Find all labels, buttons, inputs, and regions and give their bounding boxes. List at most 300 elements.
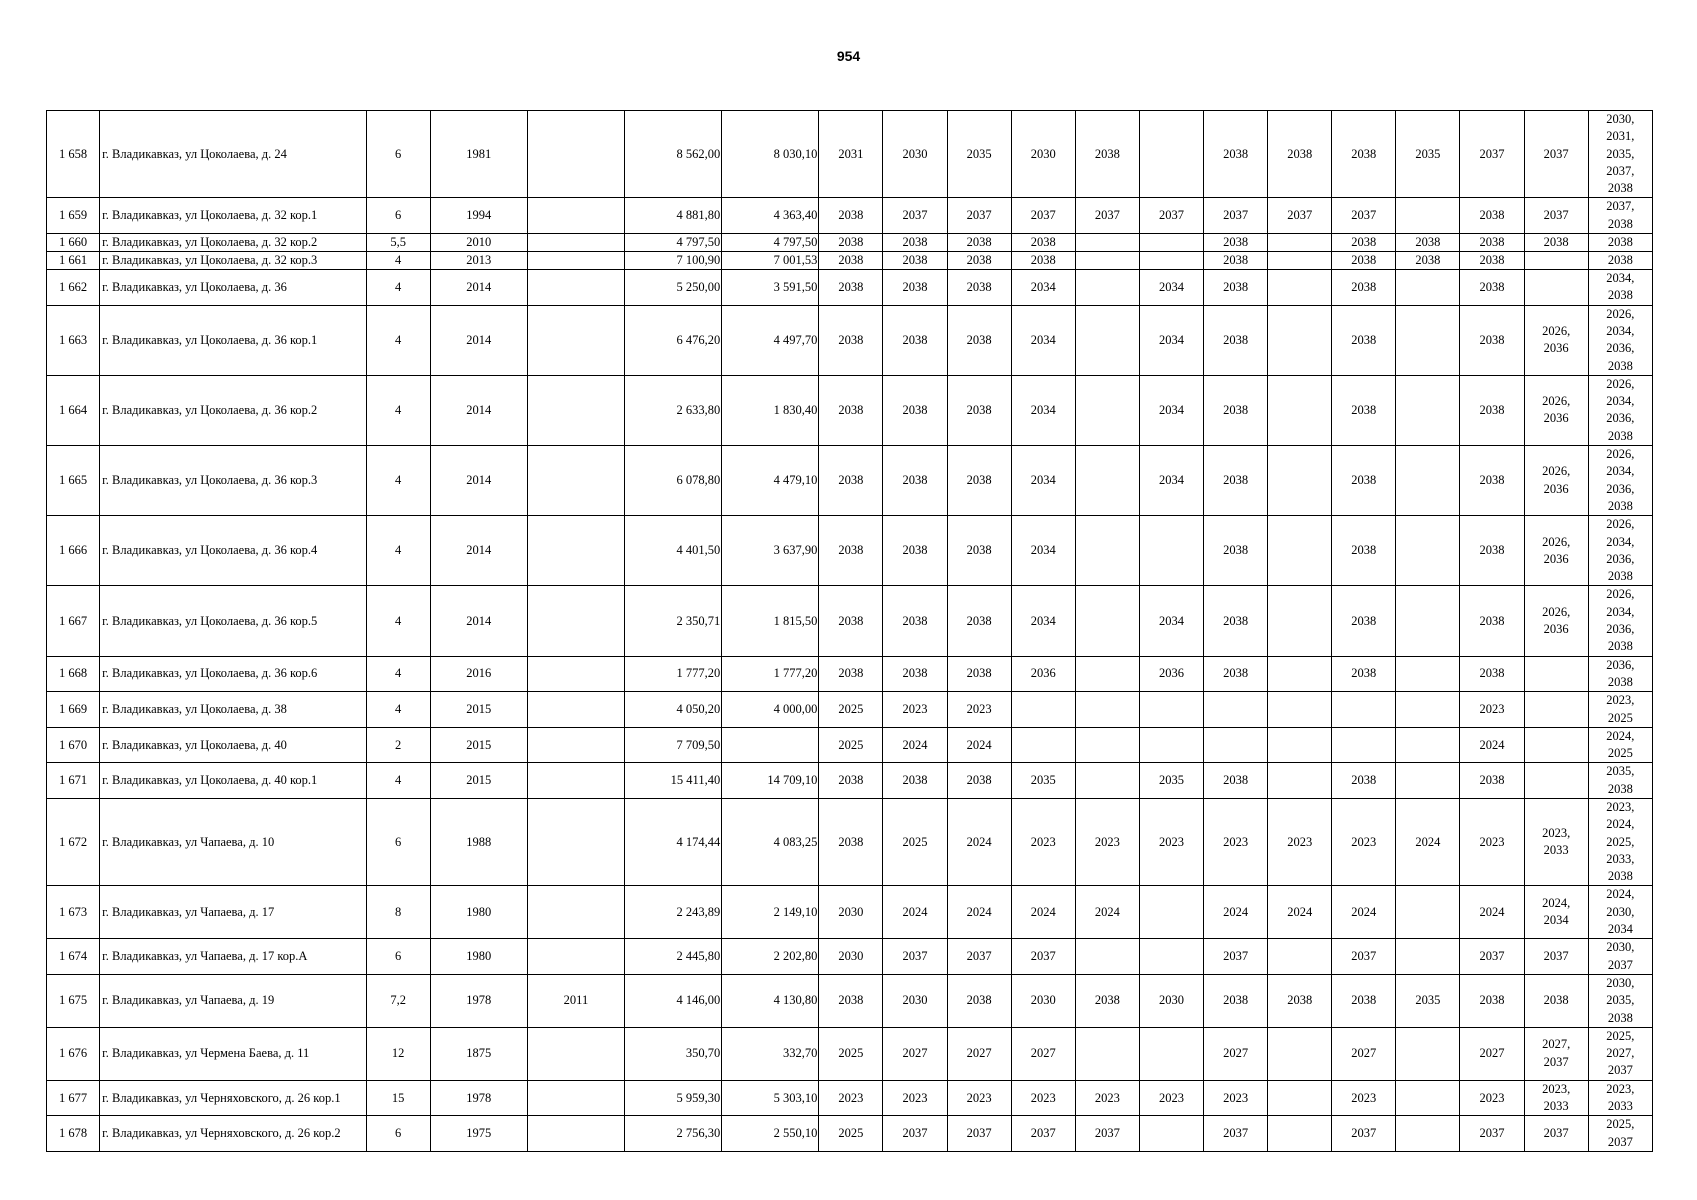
repair-year: 2038	[1332, 270, 1396, 306]
repair-year: 2034	[1011, 516, 1075, 586]
repair-year: 2037	[1524, 198, 1588, 234]
table-row	[47, 234, 1653, 252]
repair-year: 2023, 2024, 2025, 2033, 2038	[1588, 798, 1652, 885]
repair-year: 2038	[1460, 656, 1524, 692]
repair-year	[1396, 586, 1460, 656]
repair-year: 2038	[819, 375, 883, 445]
reconstruction-year: 2011	[527, 974, 624, 1027]
repair-year: 2038	[819, 586, 883, 656]
build-year: 1981	[430, 111, 527, 198]
repair-year: 2038	[1204, 111, 1268, 198]
repair-year: 2038	[1204, 446, 1268, 516]
repair-year	[1332, 692, 1396, 728]
repair-year: 2038	[1204, 305, 1268, 375]
repair-year: 2037	[1524, 111, 1588, 198]
living-area: 3 637,90	[722, 516, 819, 586]
repair-year	[1139, 252, 1203, 270]
repair-year: 2023	[883, 692, 947, 728]
repair-year: 2023	[1075, 1080, 1139, 1116]
repair-year	[1268, 1080, 1332, 1116]
floors: 8	[366, 886, 430, 939]
repair-year	[1204, 692, 1268, 728]
repair-year: 2027	[1204, 1027, 1268, 1080]
living-area: 7 001,53	[722, 252, 819, 270]
repair-year	[1075, 586, 1139, 656]
repair-year	[1268, 763, 1332, 799]
floors: 4	[366, 446, 430, 516]
repair-year	[1396, 656, 1460, 692]
repair-year: 2025	[819, 1027, 883, 1080]
repair-year: 2035	[1011, 763, 1075, 799]
repair-year: 2038	[1460, 252, 1524, 270]
repair-year: 2024	[883, 886, 947, 939]
repair-year	[1268, 692, 1332, 728]
reconstruction-year	[527, 656, 624, 692]
build-year: 2015	[430, 692, 527, 728]
repair-year: 2037	[1460, 939, 1524, 975]
repair-year: 2038	[1332, 516, 1396, 586]
address: г. Владикавказ, ул Цоколаева, д. 40 кор.1	[100, 763, 366, 799]
row-number: 1 673	[47, 886, 100, 939]
repair-year	[1268, 270, 1332, 306]
repair-year: 2037	[1204, 1116, 1268, 1152]
address: г. Владикавказ, ул Цоколаева, д. 36 кор.4	[100, 516, 366, 586]
repair-year	[1139, 886, 1203, 939]
repair-year	[1396, 375, 1460, 445]
repair-year: 2030	[1011, 974, 1075, 1027]
repair-year: 2024	[1460, 727, 1524, 763]
repair-year: 2023	[1332, 1080, 1396, 1116]
reconstruction-year	[527, 727, 624, 763]
repair-year: 2037	[1011, 198, 1075, 234]
living-area: 2 550,10	[722, 1116, 819, 1152]
table-row	[47, 252, 1653, 270]
repair-year: 2025	[819, 727, 883, 763]
repair-year: 2030, 2037	[1588, 939, 1652, 975]
reconstruction-year	[527, 252, 624, 270]
total-area: 2 445,80	[625, 939, 722, 975]
repair-year: 2037	[1011, 1116, 1075, 1152]
repair-year: 2036	[1139, 656, 1203, 692]
living-area: 3 591,50	[722, 270, 819, 306]
reconstruction-year	[527, 305, 624, 375]
repair-year: 2038	[1332, 252, 1396, 270]
repair-year: 2030	[883, 111, 947, 198]
repair-year: 2037	[883, 939, 947, 975]
repair-year: 2034	[1011, 446, 1075, 516]
repair-year: 2023	[1075, 798, 1139, 885]
repair-year: 2026, 2036	[1524, 446, 1588, 516]
repair-year	[1075, 305, 1139, 375]
total-area: 15 411,40	[625, 763, 722, 799]
repair-year: 2038	[1204, 656, 1268, 692]
repair-year: 2027	[1011, 1027, 1075, 1080]
reconstruction-year	[527, 1116, 624, 1152]
repair-year: 2038	[883, 656, 947, 692]
repair-year: 2038	[947, 974, 1011, 1027]
repair-year: 2027	[947, 1027, 1011, 1080]
repair-year: 2030, 2031, 2035, 2037, 2038	[1588, 111, 1652, 198]
repair-year: 2038	[947, 375, 1011, 445]
repair-year: 2038	[947, 516, 1011, 586]
reconstruction-year	[527, 516, 624, 586]
total-area: 4 797,50	[625, 234, 722, 252]
repair-year: 2038	[883, 763, 947, 799]
floors: 6	[366, 939, 430, 975]
repair-year	[1268, 375, 1332, 445]
repair-year: 2030	[1011, 111, 1075, 198]
repair-year	[1075, 516, 1139, 586]
repair-year: 2038	[1332, 375, 1396, 445]
build-year: 2014	[430, 375, 527, 445]
address: г. Владикавказ, ул Цоколаева, д. 32 кор.1	[100, 198, 366, 234]
repair-year	[1524, 252, 1588, 270]
table-row	[47, 692, 1653, 728]
address: г. Владикавказ, ул Цоколаева, д. 36 кор.2	[100, 375, 366, 445]
address: г. Владикавказ, ул Цоколаева, д. 36 кор.1	[100, 305, 366, 375]
table-row	[47, 974, 1653, 1027]
repair-year: 2038	[947, 234, 1011, 252]
repair-year: 2038	[1460, 234, 1524, 252]
repair-year: 2023, 2033	[1588, 1080, 1652, 1116]
repair-year: 2038	[883, 586, 947, 656]
repair-year: 2023	[947, 692, 1011, 728]
repair-schedule-table	[46, 110, 1653, 1152]
floors: 6	[366, 1116, 430, 1152]
repair-year: 2023	[1139, 1080, 1203, 1116]
repair-year	[1139, 692, 1203, 728]
table-row	[47, 763, 1653, 799]
repair-year	[1396, 886, 1460, 939]
address: г. Владикавказ, ул Цоколаева, д. 36	[100, 270, 366, 306]
repair-year: 2038	[1268, 111, 1332, 198]
repair-year: 2034	[1011, 586, 1075, 656]
address: г. Владикавказ, ул Чапаева, д. 17	[100, 886, 366, 939]
repair-year	[1075, 692, 1139, 728]
repair-year: 2024	[947, 798, 1011, 885]
repair-year: 2038	[1011, 234, 1075, 252]
repair-year: 2030	[819, 886, 883, 939]
living-area: 4 479,10	[722, 446, 819, 516]
repair-year	[1139, 516, 1203, 586]
reconstruction-year	[527, 446, 624, 516]
floors: 4	[366, 763, 430, 799]
repair-year: 2037	[1075, 198, 1139, 234]
repair-year	[1524, 727, 1588, 763]
living-area: 4 000,00	[722, 692, 819, 728]
repair-year: 2023	[1011, 1080, 1075, 1116]
living-area: 1 777,20	[722, 656, 819, 692]
repair-year: 2023	[1139, 798, 1203, 885]
repair-year: 2037	[1524, 1116, 1588, 1152]
repair-year	[1396, 1080, 1460, 1116]
repair-year: 2038	[819, 974, 883, 1027]
repair-year	[1075, 939, 1139, 975]
living-area: 4 497,70	[722, 305, 819, 375]
row-number: 1 668	[47, 656, 100, 692]
repair-year: 2037	[1075, 1116, 1139, 1152]
repair-year: 2038	[819, 270, 883, 306]
repair-year: 2038	[1204, 586, 1268, 656]
build-year: 2013	[430, 252, 527, 270]
address: г. Владикавказ, ул Чапаева, д. 10	[100, 798, 366, 885]
repair-year: 2025	[883, 798, 947, 885]
repair-year: 2026, 2034, 2036, 2038	[1588, 586, 1652, 656]
repair-year: 2038	[947, 252, 1011, 270]
reconstruction-year	[527, 198, 624, 234]
repair-year: 2038	[1332, 656, 1396, 692]
repair-year	[1268, 305, 1332, 375]
repair-year: 2038	[1204, 516, 1268, 586]
repair-year: 2027	[883, 1027, 947, 1080]
repair-year	[1396, 1116, 1460, 1152]
table-row	[47, 1080, 1653, 1116]
repair-year	[1332, 727, 1396, 763]
floors: 4	[366, 656, 430, 692]
repair-year: 2034	[1139, 305, 1203, 375]
repair-year	[1396, 446, 1460, 516]
repair-year: 2023	[1204, 1080, 1268, 1116]
repair-year: 2030, 2035, 2038	[1588, 974, 1652, 1027]
living-area	[722, 727, 819, 763]
table-row	[47, 656, 1653, 692]
total-area: 2 243,89	[625, 886, 722, 939]
build-year: 2014	[430, 446, 527, 516]
floors: 6	[366, 798, 430, 885]
repair-year	[1396, 270, 1460, 306]
living-area: 4 130,80	[722, 974, 819, 1027]
floors: 12	[366, 1027, 430, 1080]
living-area: 8 030,10	[722, 111, 819, 198]
repair-year: 2027	[1460, 1027, 1524, 1080]
row-number: 1 663	[47, 305, 100, 375]
table-row	[47, 305, 1653, 375]
living-area: 4 363,40	[722, 198, 819, 234]
page-number: 954	[836, 48, 861, 64]
repair-year: 2037	[1524, 939, 1588, 975]
repair-year: 2038	[947, 446, 1011, 516]
repair-year: 2036, 2038	[1588, 656, 1652, 692]
repair-year: 2038	[1204, 974, 1268, 1027]
repair-year: 2035	[1396, 974, 1460, 1027]
repair-year: 2038	[1460, 446, 1524, 516]
build-year: 2010	[430, 234, 527, 252]
repair-year	[1139, 939, 1203, 975]
repair-year: 2038	[947, 763, 1011, 799]
repair-year: 2026, 2036	[1524, 305, 1588, 375]
repair-year: 2023, 2033	[1524, 1080, 1588, 1116]
build-year: 1988	[430, 798, 527, 885]
repair-year: 2023	[883, 1080, 947, 1116]
total-area: 4 401,50	[625, 516, 722, 586]
repair-year: 2038	[819, 252, 883, 270]
address: г. Владикавказ, ул Цоколаева, д. 40	[100, 727, 366, 763]
repair-year	[1524, 763, 1588, 799]
floors: 6	[366, 111, 430, 198]
reconstruction-year	[527, 1027, 624, 1080]
living-area: 14 709,10	[722, 763, 819, 799]
repair-year: 2027, 2037	[1524, 1027, 1588, 1080]
repair-year: 2038	[1332, 111, 1396, 198]
row-number: 1 677	[47, 1080, 100, 1116]
repair-year: 2037	[1204, 939, 1268, 975]
reconstruction-year	[527, 692, 624, 728]
row-number: 1 665	[47, 446, 100, 516]
repair-year: 2024	[1332, 886, 1396, 939]
total-area: 5 250,00	[625, 270, 722, 306]
floors: 2	[366, 727, 430, 763]
repair-year	[1075, 234, 1139, 252]
repair-year: 2038	[1588, 252, 1652, 270]
repair-year: 2038	[947, 305, 1011, 375]
repair-year: 2023	[1460, 798, 1524, 885]
total-area: 4 146,00	[625, 974, 722, 1027]
build-year: 1875	[430, 1027, 527, 1080]
total-area: 350,70	[625, 1027, 722, 1080]
repair-year	[1075, 252, 1139, 270]
table-row	[47, 798, 1653, 885]
repair-year	[1396, 727, 1460, 763]
build-year: 2016	[430, 656, 527, 692]
repair-year: 2037	[1204, 198, 1268, 234]
address: г. Владикавказ, ул Цоколаева, д. 36 кор.3	[100, 446, 366, 516]
row-number: 1 671	[47, 763, 100, 799]
repair-year	[1268, 446, 1332, 516]
repair-year	[1139, 1116, 1203, 1152]
repair-year: 2034	[1139, 446, 1203, 516]
repair-year: 2036	[1011, 656, 1075, 692]
floors: 4	[366, 305, 430, 375]
repair-year: 2038	[1460, 516, 1524, 586]
repair-year: 2034, 2038	[1588, 270, 1652, 306]
repair-year	[1396, 305, 1460, 375]
repair-year: 2037	[1332, 198, 1396, 234]
table-row	[47, 446, 1653, 516]
repair-year: 2034	[1139, 586, 1203, 656]
repair-year	[1075, 727, 1139, 763]
repair-year	[1268, 1027, 1332, 1080]
build-year: 1975	[430, 1116, 527, 1152]
repair-year	[1396, 516, 1460, 586]
floors: 15	[366, 1080, 430, 1116]
table-row	[47, 727, 1653, 763]
repair-year: 2038	[819, 656, 883, 692]
row-number: 1 669	[47, 692, 100, 728]
repair-year: 2038	[1460, 198, 1524, 234]
reconstruction-year	[527, 111, 624, 198]
repair-year	[1139, 1027, 1203, 1080]
repair-year: 2030	[1139, 974, 1203, 1027]
repair-year: 2038	[819, 198, 883, 234]
repair-year: 2038	[883, 270, 947, 306]
address: г. Владикавказ, ул Черняховского, д. 26 кор.1	[100, 1080, 366, 1116]
repair-year	[1268, 252, 1332, 270]
repair-year	[1396, 763, 1460, 799]
repair-year: 2038	[1268, 974, 1332, 1027]
floors: 4	[366, 586, 430, 656]
repair-year: 2025, 2037	[1588, 1116, 1652, 1152]
repair-year: 2038	[1075, 974, 1139, 1027]
repair-year: 2024	[947, 886, 1011, 939]
repair-year	[1075, 763, 1139, 799]
repair-year: 2037	[1139, 198, 1203, 234]
repair-year	[1396, 939, 1460, 975]
address: г. Владикавказ, ул Цоколаева, д. 32 кор.3	[100, 252, 366, 270]
repair-year: 2034	[1139, 375, 1203, 445]
repair-year: 2038	[1460, 586, 1524, 656]
build-year: 1978	[430, 1080, 527, 1116]
repair-year	[1396, 692, 1460, 728]
reconstruction-year	[527, 939, 624, 975]
repair-year: 2038	[819, 446, 883, 516]
build-year: 1978	[430, 974, 527, 1027]
repair-year: 2038	[1204, 763, 1268, 799]
repair-year	[1268, 656, 1332, 692]
repair-year: 2037	[947, 939, 1011, 975]
reconstruction-year	[527, 270, 624, 306]
row-number: 1 676	[47, 1027, 100, 1080]
row-number: 1 659	[47, 198, 100, 234]
repair-year: 2026, 2036	[1524, 516, 1588, 586]
repair-year: 2025, 2027, 2037	[1588, 1027, 1652, 1080]
floors: 4	[366, 375, 430, 445]
address: г. Владикавказ, ул Цоколаева, д. 36 кор.6	[100, 656, 366, 692]
repair-year: 2037	[1011, 939, 1075, 975]
table-row	[47, 939, 1653, 975]
row-number: 1 658	[47, 111, 100, 198]
total-area: 7 709,50	[625, 727, 722, 763]
repair-year	[1268, 516, 1332, 586]
repair-year	[1268, 1116, 1332, 1152]
repair-year: 2037	[1460, 111, 1524, 198]
row-number: 1 666	[47, 516, 100, 586]
total-area: 2 756,30	[625, 1116, 722, 1152]
repair-year: 2038	[1332, 305, 1396, 375]
repair-year: 2034	[1139, 270, 1203, 306]
table-row	[47, 270, 1653, 306]
repair-year	[1011, 727, 1075, 763]
repair-year: 2038	[1396, 252, 1460, 270]
row-number: 1 660	[47, 234, 100, 252]
table-row	[47, 886, 1653, 939]
total-area: 6 078,80	[625, 446, 722, 516]
build-year: 1980	[430, 886, 527, 939]
living-area: 1 830,40	[722, 375, 819, 445]
repair-year: 2030	[883, 974, 947, 1027]
total-area: 6 476,20	[625, 305, 722, 375]
repair-year: 2038	[819, 305, 883, 375]
repair-year: 2024, 2025	[1588, 727, 1652, 763]
living-area: 332,70	[722, 1027, 819, 1080]
table-row	[47, 586, 1653, 656]
living-area: 1 815,50	[722, 586, 819, 656]
table-row	[47, 1027, 1653, 1080]
build-year: 2015	[430, 763, 527, 799]
repair-year: 2025	[819, 1116, 883, 1152]
build-year: 1994	[430, 198, 527, 234]
living-area: 4 083,25	[722, 798, 819, 885]
build-year: 2014	[430, 586, 527, 656]
repair-year: 2023	[819, 1080, 883, 1116]
repair-year: 2023, 2033	[1524, 798, 1588, 885]
row-number: 1 662	[47, 270, 100, 306]
repair-year: 2034	[1011, 270, 1075, 306]
total-area: 1 777,20	[625, 656, 722, 692]
repair-year: 2023	[1268, 798, 1332, 885]
total-area: 8 562,00	[625, 111, 722, 198]
repair-year: 2038	[1075, 111, 1139, 198]
total-area: 2 633,80	[625, 375, 722, 445]
